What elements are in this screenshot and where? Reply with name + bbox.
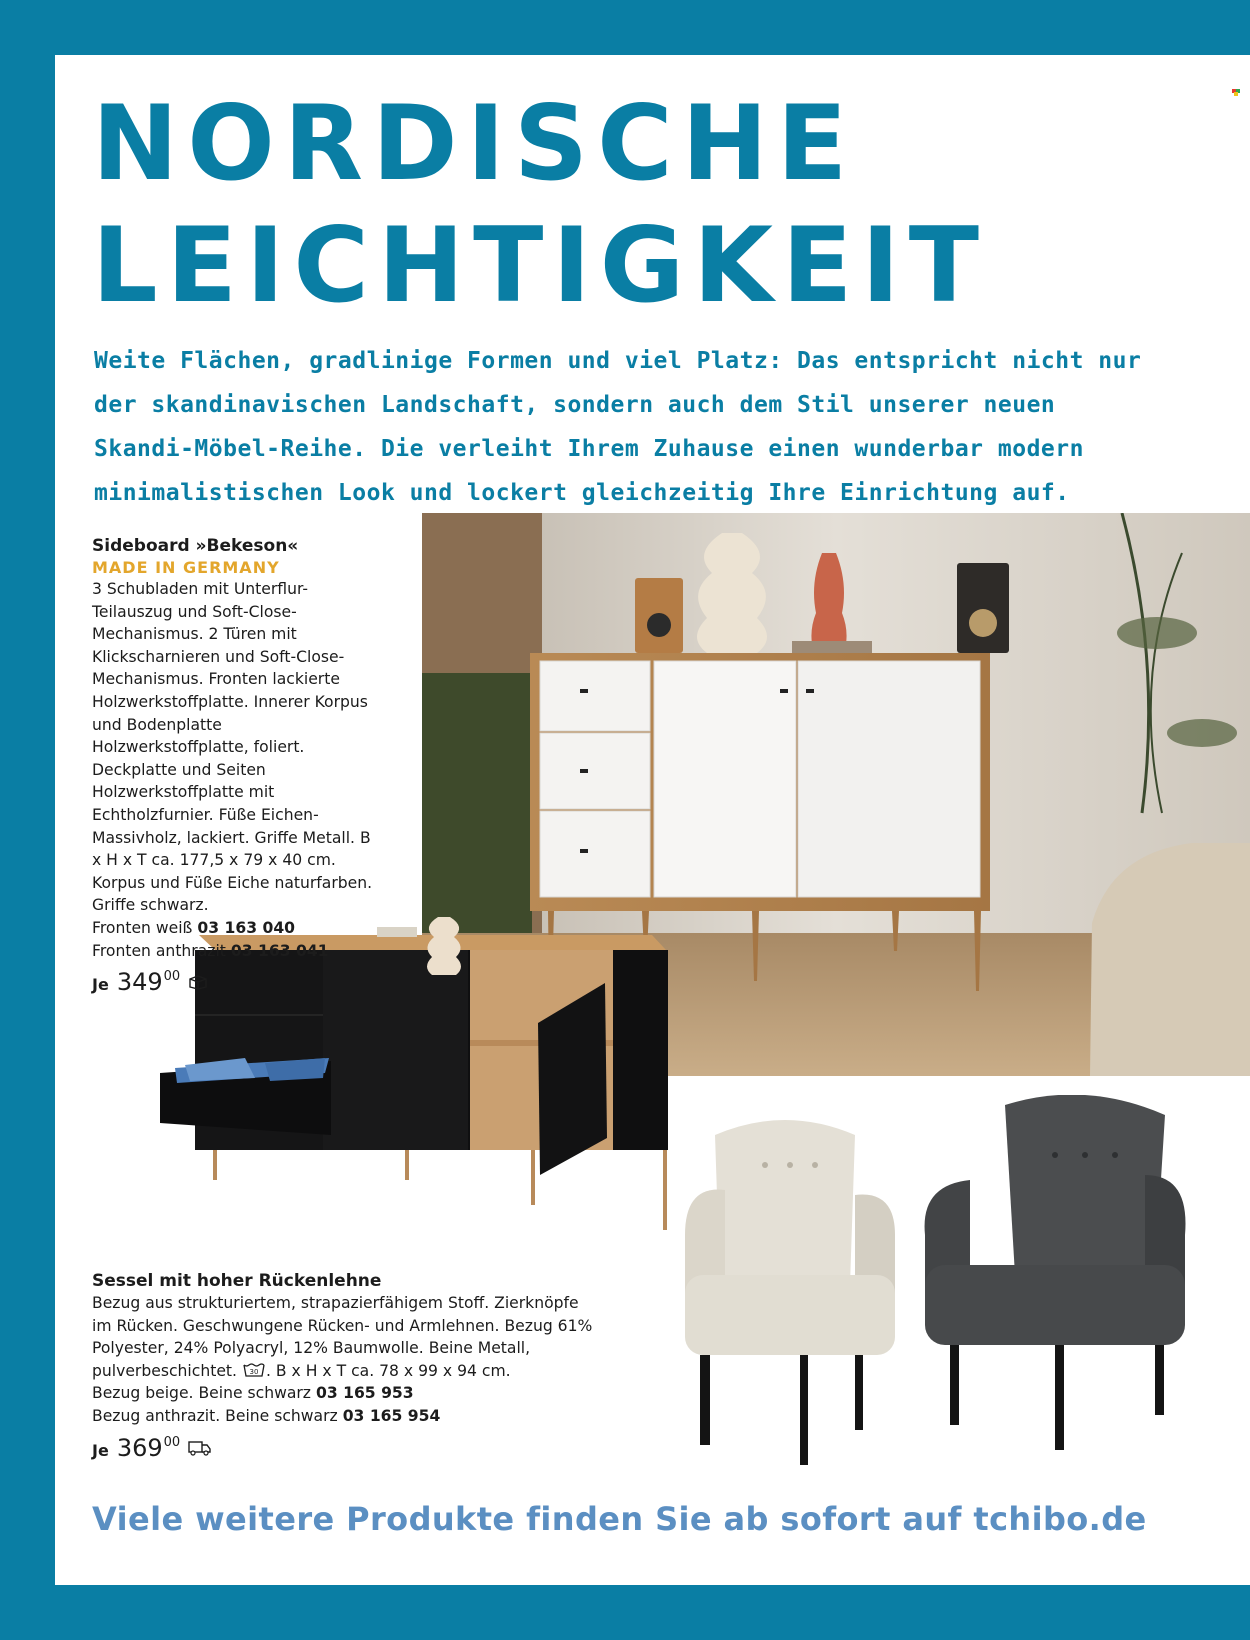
delivery-truck-icon	[188, 1440, 212, 1456]
variant-label: Bezug anthrazit. Beine schwarz	[92, 1406, 338, 1425]
product-title: Sessel mit hoher Rückenlehne	[92, 1271, 382, 1291]
variant-row	[92, 1405, 602, 1428]
variant-row	[92, 940, 382, 963]
article-number: 03 163 040	[197, 918, 296, 937]
description-dimensions: . B x H x T ca. 78 x 99 x 94 cm.	[265, 1361, 511, 1380]
article-number: 03 165 953	[315, 1384, 414, 1403]
product-description	[92, 1292, 602, 1382]
price-prefix: Je	[92, 975, 109, 995]
intro-paragraph: Weite Flächen, gradlinige Formen und viel Platz: Das entspricht nicht nur der skandinavischen Landschaft, sondern auch dem Stil unserer neuen Skandi-Möbel-Reihe. Die verleiht Ihrem Zuhause einen wunderbar modern minimalistischen Look und lockert gleichzeitig Ihre Einrichtung auf.	[94, 348, 1142, 506]
variant-row	[92, 917, 382, 940]
variant-label: Fronten weiß	[92, 918, 193, 937]
price	[92, 968, 382, 997]
made-in-badge: MADE IN GERMANY	[92, 558, 280, 577]
price-euros: 369	[116, 1433, 163, 1462]
catalog-page	[55, 55, 1250, 1585]
price-cents: 00	[163, 969, 181, 985]
package-icon	[188, 974, 208, 990]
sideboard-product	[92, 535, 382, 997]
price-prefix: Je	[92, 1440, 109, 1460]
article-number: 03 163 041	[230, 941, 329, 960]
article-number: 03 165 954	[342, 1406, 441, 1425]
description-main: Bezug aus strukturiertem, strapazierfähigem Stoff. Zierknöpfe im Rücken. Geschwungene Rücken- und Armlehnen. Bezug 61% Polyester, 24% Polyacryl, 12% Baumwolle. Beine Metall, pulverbeschichtet.	[92, 1294, 593, 1380]
armchairs-image	[615, 1095, 1235, 1475]
variant-label: Bezug beige. Beine schwarz	[92, 1384, 311, 1403]
headline-line-1: NORDISCHE	[92, 84, 857, 204]
price-euros: 349	[116, 968, 163, 997]
print-registration-mark	[1232, 89, 1242, 95]
wash-30-icon	[243, 1362, 265, 1378]
headline-line-2: LEICHTIGKEIT	[92, 206, 988, 326]
product-title: Sideboard »Bekeson«	[92, 536, 299, 556]
product-description: 3 Schubladen mit Unterflur-Teilauszug und Soft-Close-Mechanismus. 2 Türen mit Klickscharnieren und Soft-Close-Mechanismus. Fronten lackierte Holzwerkstoffplatte. Innerer Korpus und Bodenplatte Holzwerkstoffplatte, foliert. Deckplatte und Seiten Holzwerkstoffplatte mit Echtholzfurnier. Füße Eichen-Massivholz, lackiert. Griffe Metall. B x H x T ca. 177,5 x 79 x 40 cm. Korpus und Füße Eiche naturfarben. Griffe schwarz.	[92, 580, 373, 915]
variant-row	[92, 1382, 602, 1405]
variant-label: Fronten anthrazit	[92, 941, 226, 960]
wash-temperature: 30	[249, 1367, 259, 1376]
armchair-product	[92, 1270, 602, 1460]
price	[92, 1433, 602, 1462]
price-cents: 00	[163, 1434, 181, 1450]
page-headline	[92, 83, 988, 327]
footer-website-link[interactable]: Viele weitere Produkte finden Sie ab sofort auf tchibo.de	[92, 1500, 1147, 1538]
